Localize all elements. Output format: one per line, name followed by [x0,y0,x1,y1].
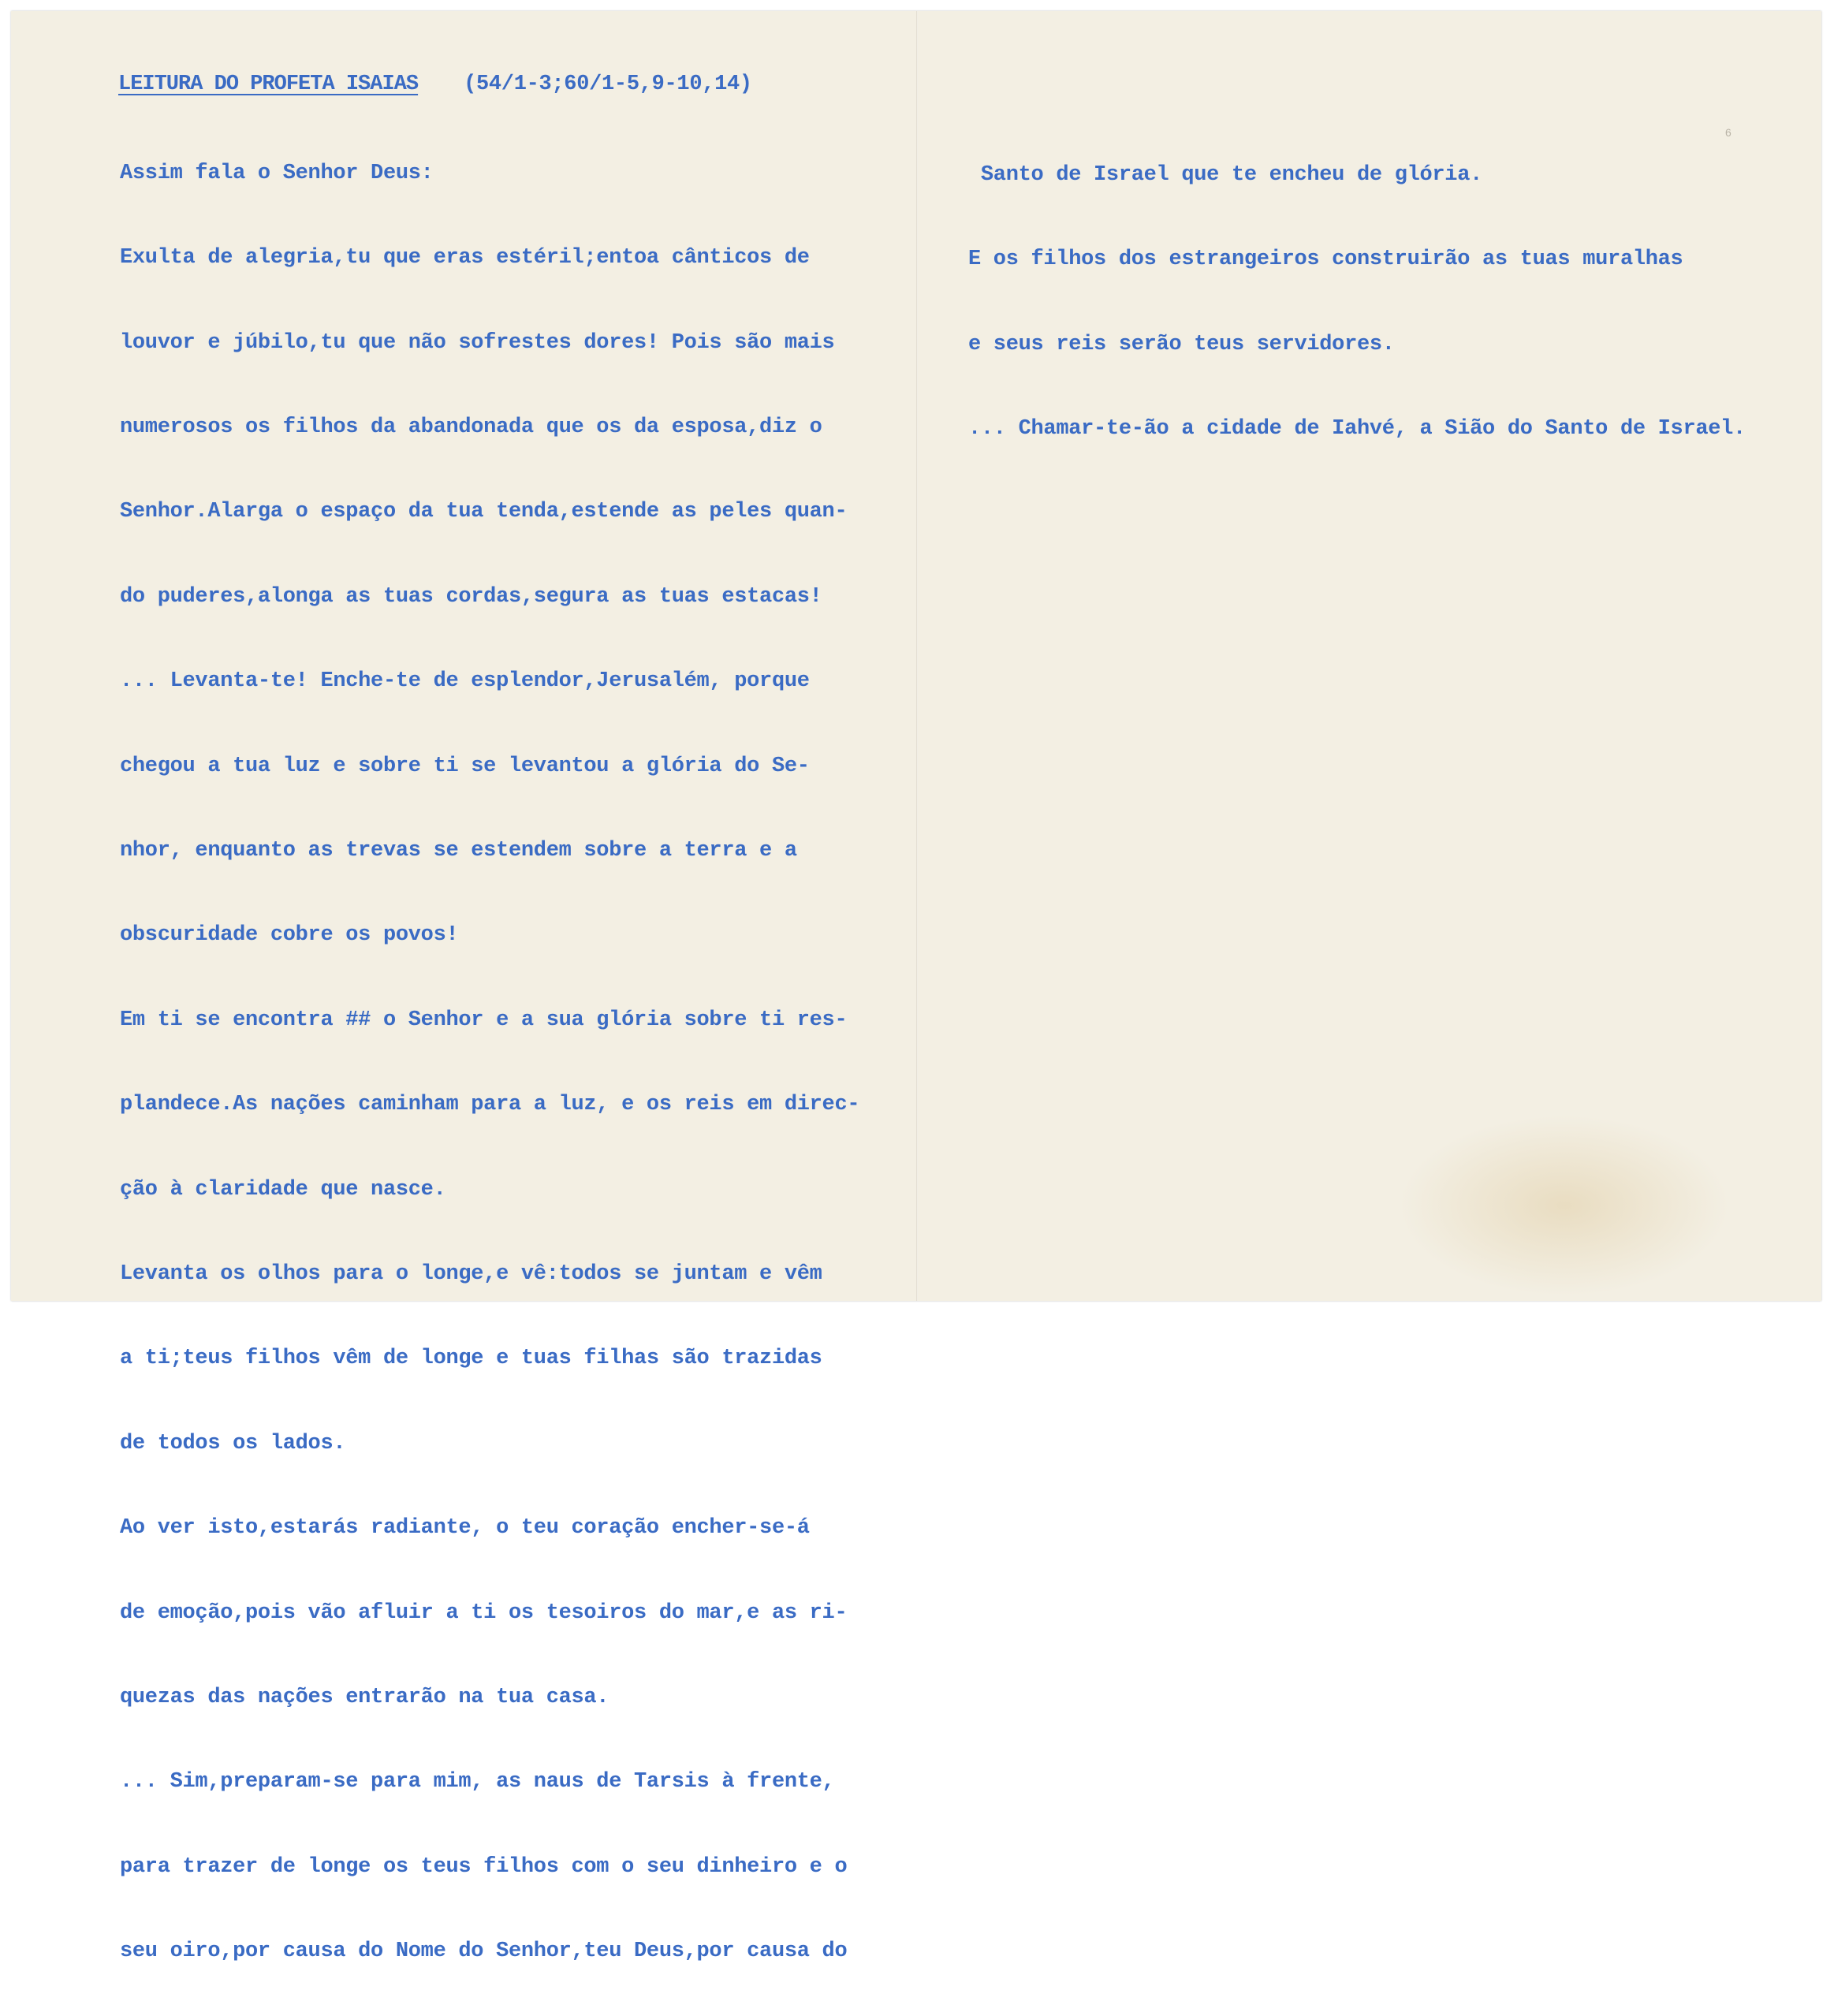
text-line: Santo de Israel que te encheu de glória. [968,162,1483,187]
text-line: obscuridade cobre os povos! [120,923,459,948]
text-line: quezas das nações entrarão na tua casa. [120,1686,609,1710]
text-line: a ti;teus filhos vêm de longe e tuas filhas são trazidas [120,1347,822,1371]
text-line: de emoção,pois vão afluir a ti os tesoiros do mar,e as ri- [120,1601,848,1625]
scripture-reference: (54/1-3;60/1-5,9-10,14) [464,73,752,96]
text-line: para trazer de longe os teus filhos com o seu dinheiro e o [120,1854,848,1879]
text-line: Levanta os olhos para o longe,e vê:todos se juntam e vêm [120,1261,822,1286]
page-fold [916,11,918,1301]
text-line: E os filhos dos estrangeiros construirão as tuas muralhas [968,248,1683,272]
text-line: do puderes,alonga as tuas cordas,segura as tuas estacas! [120,584,822,609]
text-line: louvor e júbilo,tu que não sofrestes dores! Pois são mais [120,330,835,355]
text-line: ... Levanta-te! Enche-te de esplendor,Jerusalém, porque [120,669,810,694]
text-line: ... Chamar-te-ão a cidade de Iahvé, a Sião do Santo de Israel. [968,416,1746,441]
text-line: Ao ver isto,estarás radiante, o teu coração encher-se-á [120,1516,810,1541]
text-line: Em ti se encontra ## o Senhor e a sua glória sobre ti res- [120,1008,848,1032]
paper-stain [1399,1115,1730,1296]
text-line: nhor, enquanto as trevas se estendem sobre a terra e a [120,838,797,863]
text-line: e seus reis serão teus servidores. [968,332,1395,356]
text-line: de todos os lados. [120,1431,346,1455]
text-line: numerosos os filhos da abandonada que os da esposa,diz o [120,415,822,439]
text-line: ... Sim,preparam-se para mim, as naus de Tarsis à frente, [120,1770,835,1794]
text-line: seu oiro,por causa do Nome do Senhor,teu Deus,por causa do [120,1940,848,1964]
text-line: Senhor.Alarga o espaço da tua tenda,estende as peles quan- [120,500,848,524]
text-line: ção à claridade que nasce. [120,1177,446,1202]
text-line: plandece.As nações caminham para a luz, e os reis em direc- [120,1093,860,1117]
left-column-text [120,110,859,2016]
reading-title: LEITURA DO PROFETA ISAIAS [118,73,419,96]
text-line: Assim fala o Senhor Deus: [120,161,434,185]
page-mark: 6 [1725,126,1731,139]
text-line: chegou a tua luz e sobre ti se levantou a glória do Se- [120,754,810,778]
right-column-text [968,112,1746,493]
reading-heading [118,73,752,96]
text-line: Exulta de alegria,tu que eras estéril;entoa cânticos de [120,246,810,270]
